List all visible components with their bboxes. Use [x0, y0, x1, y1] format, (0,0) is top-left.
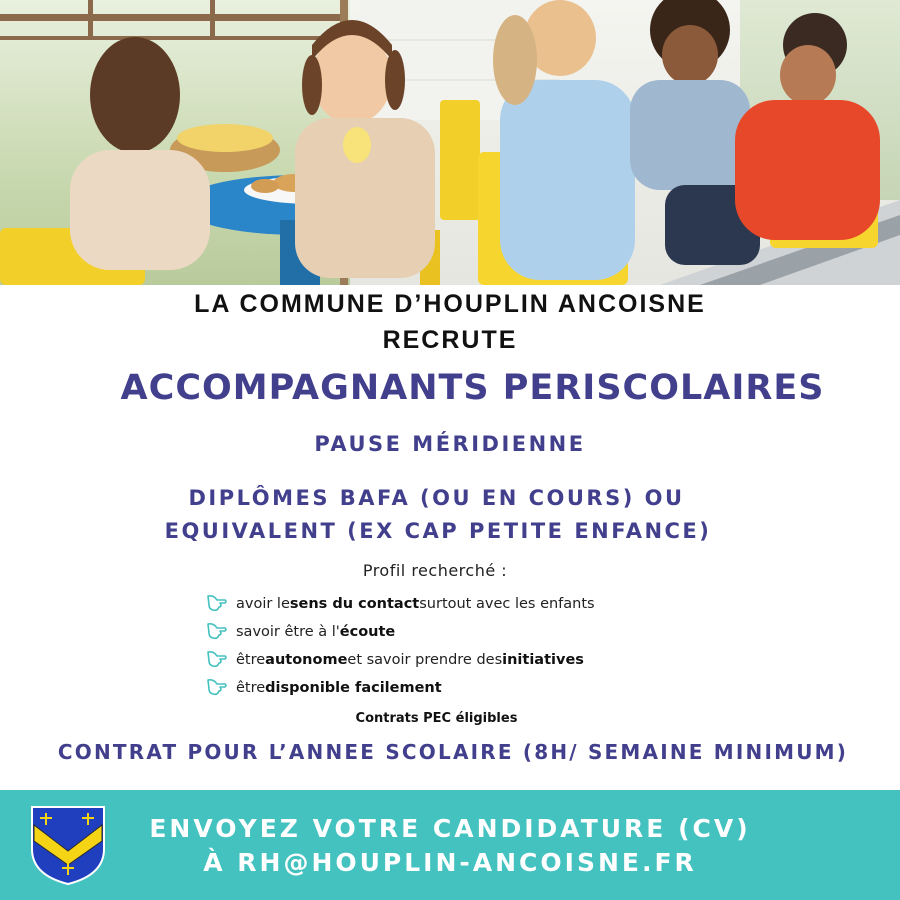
- job-title: ACCOMPAGNANTS PERISCOLAIRES: [120, 368, 825, 408]
- footer-email: À RH@HOUPLIN-ANCOISNE.FR: [203, 848, 697, 877]
- item-text-pre: avoir le: [236, 596, 290, 612]
- diploma-line-2: EQUIVALENT (EX CAP PETITE ENFANCE): [164, 519, 712, 543]
- item-text-pre: savoir être à l': [236, 624, 340, 640]
- profile-list: [206, 590, 595, 702]
- list-item: [206, 618, 595, 646]
- item-text-pre: être: [236, 652, 266, 668]
- header-recrute: RECRUTE: [382, 326, 518, 354]
- item-text-bold: sens du contact: [289, 596, 420, 612]
- pointing-hand-icon: [206, 677, 236, 699]
- pointing-hand-icon: [206, 621, 236, 643]
- item-text-bold-2: initiatives: [502, 652, 584, 668]
- pointing-hand-icon: [206, 593, 236, 615]
- item-text-bold: disponible facilement: [265, 680, 442, 696]
- item-text-mid: et savoir prendre des: [347, 652, 503, 668]
- list-item: [206, 646, 595, 674]
- hero-photo-children-lunch: [0, 0, 900, 285]
- photo-scene: [0, 0, 900, 285]
- item-text-bold: écoute: [339, 624, 396, 640]
- job-period: PAUSE MÉRIDIENNE: [314, 432, 586, 456]
- diploma-line-1: DIPLÔMES BAFA (OU EN COURS) OU: [188, 486, 685, 510]
- list-item: [206, 674, 595, 702]
- item-text-pre: être: [236, 680, 266, 696]
- footer-banner: [0, 790, 900, 900]
- pointing-hand-icon: [206, 649, 236, 671]
- list-item: [206, 590, 595, 618]
- item-text-post: surtout avec les enfants: [419, 596, 595, 612]
- footer-line-1: ENVOYEZ VOTRE CANDIDATURE (CV): [149, 814, 751, 843]
- contract-duration: CONTRAT POUR L’ANNEE SCOLAIRE (8H/ SEMAINE MINIMUM): [57, 740, 849, 764]
- header-commune: LA COMMUNE D’HOUPLIN ANCOISNE: [194, 290, 706, 318]
- item-text-bold: autonome: [265, 652, 348, 668]
- contracts-note: Contrats PEC éligibles: [355, 711, 518, 726]
- profile-label: Profil recherché :: [362, 561, 508, 580]
